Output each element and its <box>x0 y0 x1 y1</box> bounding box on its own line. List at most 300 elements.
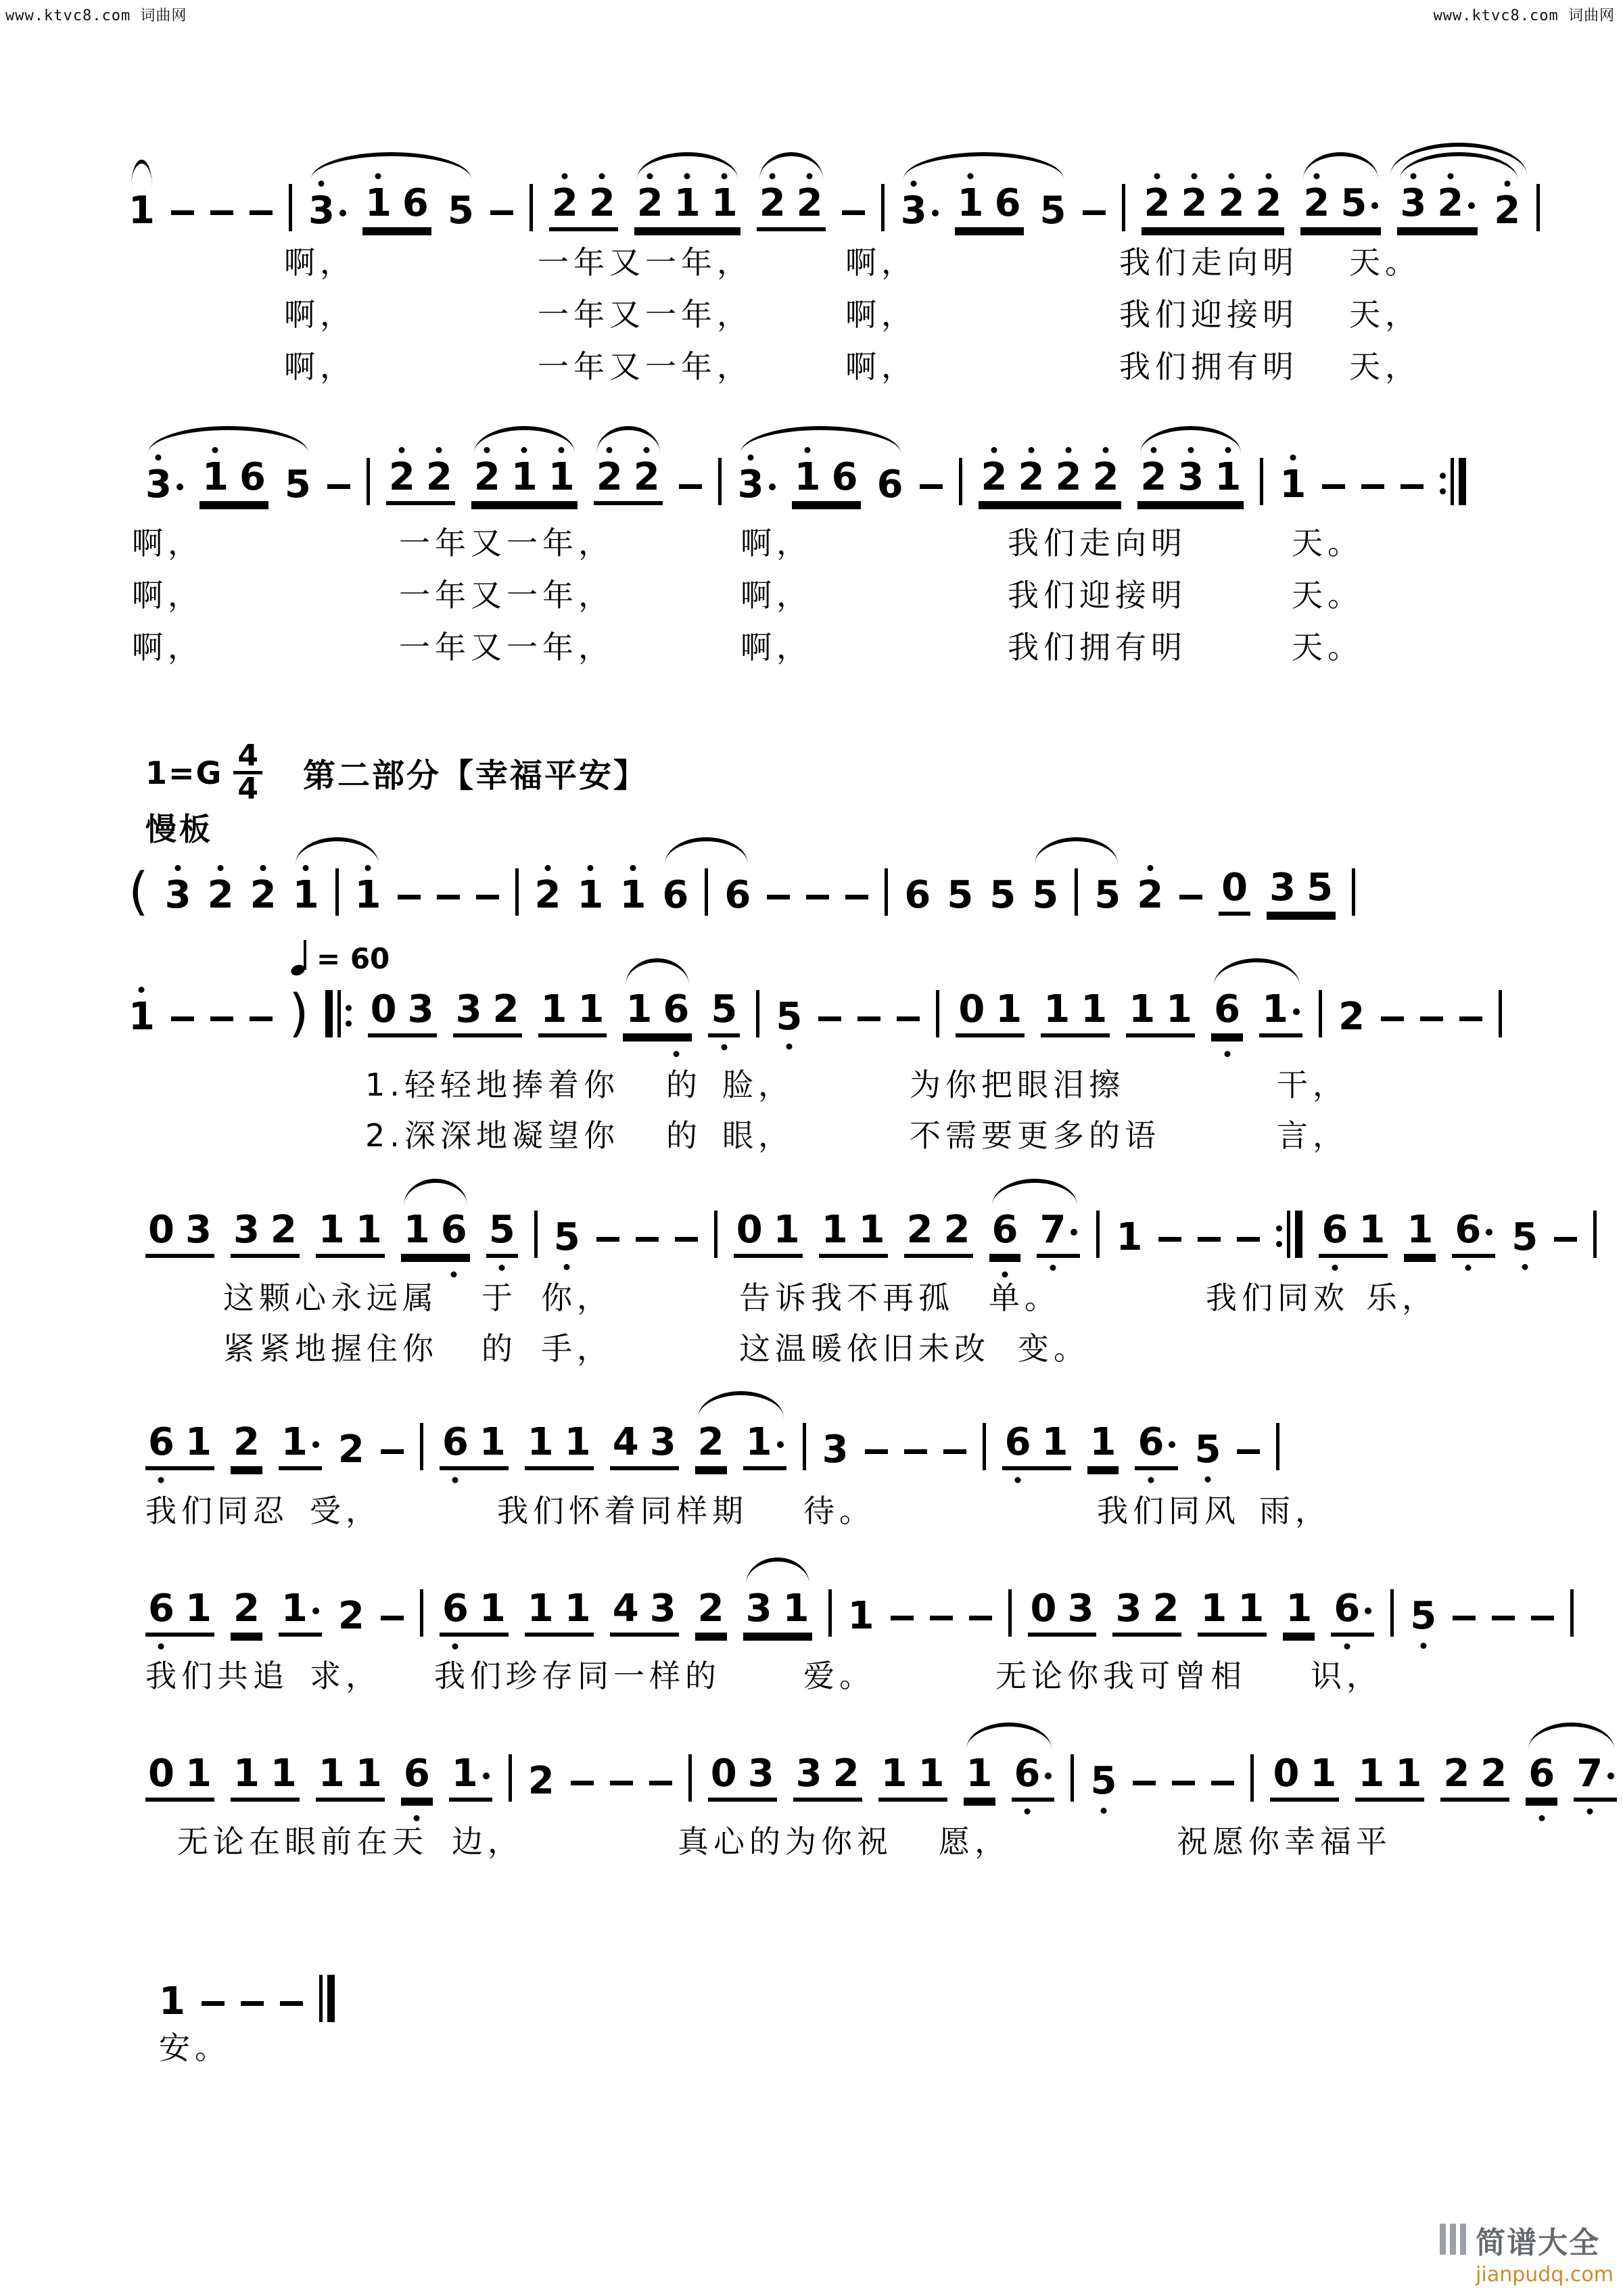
barline <box>1276 1423 1279 1470</box>
note <box>822 1430 849 1470</box>
note <box>1177 457 1204 498</box>
beam-group <box>145 1589 214 1637</box>
note-digit: 2 <box>1092 455 1119 499</box>
note-digit: 7 <box>1039 1208 1066 1252</box>
augmentation-dot <box>339 210 346 216</box>
note-digit: 1 <box>270 1752 297 1796</box>
note-digit: 5 <box>1511 1215 1538 1259</box>
lyric-segment: 紧紧地握住你 <box>223 1330 438 1367</box>
note <box>1214 989 1240 1030</box>
beam-group <box>486 1210 518 1258</box>
augmentation-dot <box>1071 1229 1077 1236</box>
duration-dash <box>891 1616 914 1620</box>
note <box>1528 1754 1555 1794</box>
note <box>1334 1589 1371 1629</box>
note <box>918 1754 945 1794</box>
note-digit: 4 <box>612 1420 639 1464</box>
duration-dash <box>381 1616 404 1620</box>
tie-slur-group <box>901 183 1066 231</box>
lyric-segment: 言， <box>1277 1117 1348 1154</box>
note <box>698 1589 724 1629</box>
beam-group <box>525 1589 594 1637</box>
beam-group <box>538 989 607 1037</box>
note <box>1255 183 1281 224</box>
note <box>859 1210 885 1250</box>
note <box>596 457 623 498</box>
note <box>479 1422 506 1463</box>
lyric-segment: 受， <box>310 1493 381 1529</box>
note <box>833 1754 860 1794</box>
duration-dash <box>675 1237 698 1242</box>
logo-site-name: 简谱大全 <box>1476 2226 1601 2260</box>
note-digit: 6 <box>239 455 266 499</box>
duration-dash <box>1420 1016 1443 1021</box>
beam-group <box>708 1754 777 1802</box>
beam-group <box>401 1210 470 1258</box>
note <box>308 191 346 231</box>
barline-stroke <box>1075 868 1078 916</box>
note-digit: 0 <box>1273 1752 1300 1796</box>
note <box>338 1430 364 1470</box>
note-digit: 2 <box>759 181 786 225</box>
beam-group <box>199 457 268 505</box>
note <box>1039 1210 1077 1250</box>
tie-slur-group <box>743 1589 812 1637</box>
beam-group <box>610 1589 679 1637</box>
lyric-row-7 <box>0 1067 1623 1104</box>
note-digit: 5 <box>1039 189 1066 233</box>
tie-slur-group <box>471 457 578 505</box>
note <box>448 191 474 231</box>
note <box>527 1422 554 1463</box>
barline-stroke <box>1276 1423 1279 1470</box>
note-digit: 1 <box>578 987 605 1031</box>
note-digit: 2 <box>527 1759 555 1803</box>
lyric-segment: 啊， <box>284 244 356 281</box>
note <box>1511 1217 1538 1258</box>
note <box>626 989 652 1030</box>
tie-slur-group <box>634 183 740 231</box>
barline-stroke <box>1593 1211 1597 1258</box>
note <box>493 989 519 1030</box>
note <box>233 1754 260 1794</box>
beam-group <box>793 1754 862 1802</box>
note-digit: 2 <box>832 1752 860 1796</box>
note-digit: 1 <box>564 1587 591 1631</box>
note-digit: 1 <box>880 1752 908 1796</box>
note-digit: 2 <box>233 1587 260 1631</box>
beam-group <box>231 1210 300 1258</box>
note-digit: 2 <box>1437 181 1464 225</box>
barline <box>1008 1589 1012 1637</box>
lyric-segment: 我们走向明 <box>1008 525 1187 561</box>
note-digit: 4 <box>612 1587 639 1631</box>
duration-dash <box>381 1449 404 1454</box>
note-digit: 2 <box>473 455 500 499</box>
note <box>746 1589 772 1629</box>
duration-dash <box>490 210 513 215</box>
barline-stroke <box>509 1754 512 1802</box>
note <box>958 989 985 1030</box>
note-digit: 3 <box>649 1420 676 1464</box>
note-digit: 1 <box>1286 1587 1313 1631</box>
barline-stroke <box>1122 184 1125 231</box>
duration-dash <box>202 2001 225 2006</box>
note <box>159 1979 185 2023</box>
repeat-dots <box>346 1005 352 1027</box>
note <box>901 191 939 231</box>
lyric-segment: 啊， <box>740 525 812 561</box>
barline <box>705 868 708 916</box>
note <box>356 1210 382 1250</box>
tie-slur-group <box>128 191 155 231</box>
beam-group <box>440 1589 509 1637</box>
barline-stroke <box>885 868 888 916</box>
barline <box>936 990 939 1037</box>
lyric-segment: 啊， <box>284 296 356 333</box>
watermark-top-right: www.ktvc8.com 词曲网 <box>1433 7 1615 24</box>
lyric-row-11 <box>0 1493 1623 1530</box>
beam-group <box>1137 457 1244 505</box>
note-digit: 2 <box>697 1587 724 1631</box>
lyric-segment: 的 <box>481 1330 517 1367</box>
note <box>404 1210 430 1250</box>
note <box>456 989 482 1030</box>
tie-slur-group <box>1300 183 1381 231</box>
lyric-segment: 我们同欢 <box>1206 1280 1349 1316</box>
note-digit: 7 <box>1576 1752 1603 1796</box>
note-digit: 1 <box>354 873 381 917</box>
beam-group <box>1112 1589 1181 1637</box>
note-digit: 1 <box>185 1420 212 1464</box>
note <box>904 875 931 916</box>
score-line-6 <box>145 1422 1279 1470</box>
beam-group <box>1440 1754 1509 1802</box>
score-line-9 <box>159 1973 335 2022</box>
duration-dash <box>1237 1449 1260 1454</box>
barline-stroke <box>530 184 533 231</box>
note <box>148 1210 174 1250</box>
note-digit: 1 <box>364 181 392 225</box>
quarter-note-icon <box>291 940 311 977</box>
barline-stroke <box>1390 1589 1394 1637</box>
note <box>145 465 183 505</box>
note <box>270 1754 297 1794</box>
note <box>389 457 415 498</box>
barline <box>983 1423 986 1470</box>
thin-stroke <box>319 1975 323 2022</box>
repeat-dot <box>1440 473 1446 479</box>
duration-dash <box>679 484 702 489</box>
beam-group <box>792 457 861 505</box>
note <box>1437 183 1475 224</box>
lyric-segment: 天， <box>1349 348 1421 385</box>
note <box>1338 997 1365 1037</box>
barline <box>1499 990 1502 1037</box>
lyric-segment: 眼， <box>722 1117 794 1154</box>
duration-dash <box>930 1616 953 1620</box>
note-digit: 2 <box>337 1594 364 1638</box>
note-digit: 3 <box>1269 866 1296 910</box>
note-digit: 6 <box>402 181 429 225</box>
note-digit: 1 <box>540 987 567 1031</box>
note-digit: 3 <box>745 1587 772 1631</box>
note <box>1005 1422 1031 1463</box>
duration-dash <box>857 1016 880 1021</box>
duration-dash <box>842 210 865 215</box>
lyric-row-4 <box>0 525 1623 562</box>
repeat-dot <box>1276 1241 1282 1247</box>
note-digit: 6 <box>876 463 903 507</box>
note-digit: 0 <box>710 1752 737 1796</box>
beam-group <box>1574 1754 1617 1802</box>
lyric-segment: 为你把眼泪擦 <box>910 1067 1125 1103</box>
note-digit: 1 <box>292 873 319 917</box>
note <box>738 465 776 505</box>
duration-dash <box>210 210 233 215</box>
time-signature-numerator: 4 <box>233 741 262 774</box>
barline-stroke <box>756 990 759 1037</box>
lyric-segment: 一年又一年， <box>538 296 753 333</box>
note-digit: 1 <box>773 1208 800 1252</box>
beam-group <box>362 183 431 231</box>
note <box>1310 1754 1336 1794</box>
beam-group <box>989 1210 1021 1258</box>
duration-dash <box>969 1616 992 1620</box>
note <box>371 989 397 1030</box>
note-digit: 6 <box>442 1587 469 1631</box>
note <box>1443 1754 1469 1794</box>
lyric-segment: 爱。 <box>803 1658 875 1694</box>
note <box>1090 1422 1116 1463</box>
barline <box>1352 868 1355 916</box>
lyric-row-1 <box>0 245 1623 281</box>
note-digit: 2 <box>1137 873 1164 917</box>
duration-dash <box>1179 895 1202 899</box>
barline <box>885 868 888 916</box>
note <box>698 1422 724 1463</box>
duration-dash <box>1133 1781 1156 1785</box>
tie-slur-group <box>964 1754 1055 1802</box>
note <box>548 457 575 498</box>
note <box>1014 1754 1052 1794</box>
beam-group <box>231 1422 262 1470</box>
beam-group <box>1300 183 1381 231</box>
note <box>185 1210 212 1250</box>
beam-group <box>1211 989 1243 1037</box>
duration-dash <box>250 210 273 215</box>
barline <box>714 1211 718 1258</box>
lyric-segment: 的 <box>666 1117 702 1154</box>
lyric-segment: 我们迎接明 <box>1008 577 1187 613</box>
note <box>1092 457 1119 498</box>
note-digit: 1 <box>1129 987 1156 1031</box>
note <box>479 1589 506 1629</box>
lyric-segment: 安。 <box>159 2030 231 2066</box>
repeat-end-barline <box>1440 458 1466 505</box>
note <box>1215 457 1241 498</box>
beam-group <box>1028 1589 1097 1637</box>
beam-group <box>1135 1422 1178 1470</box>
note-digit: 2 <box>425 455 452 499</box>
barline-stroke <box>335 868 339 916</box>
bar-glyph <box>1440 2224 1446 2255</box>
duration-dash <box>241 2001 264 2006</box>
beam-group <box>695 1422 727 1470</box>
note-digit: 5 <box>284 463 311 507</box>
note <box>848 1596 874 1637</box>
note <box>674 183 701 224</box>
note-digit: 1 <box>1200 1587 1227 1631</box>
note <box>552 183 578 224</box>
note-digit: 0 <box>958 987 985 1031</box>
repeat-start-barline <box>325 990 352 1037</box>
tie-slur-group <box>1137 457 1244 505</box>
lyric-segment: 愿， <box>939 1823 1010 1860</box>
note <box>1018 457 1045 498</box>
note-digit: 1 <box>318 1752 345 1796</box>
note <box>1200 1589 1227 1629</box>
duration-dash <box>437 895 460 899</box>
beam-group <box>401 1754 433 1802</box>
barline-stroke <box>803 1423 806 1470</box>
note-digit: 1 <box>202 455 229 499</box>
note <box>589 183 615 224</box>
repeat-dot <box>346 1005 352 1011</box>
note-digit: 1 <box>318 1208 345 1252</box>
note-digit: 6 <box>904 873 931 917</box>
duration-dash <box>649 1781 672 1785</box>
duration-dash <box>1492 1616 1515 1620</box>
beam-group <box>623 989 692 1037</box>
thin-stroke <box>1451 458 1454 505</box>
note <box>233 1589 260 1629</box>
barline-stroke <box>983 1423 986 1470</box>
tie-slur-group <box>1397 183 1520 231</box>
note <box>797 183 823 224</box>
lyric-segment: 真心的为你祝 <box>678 1823 893 1860</box>
note-digit: 1 <box>355 1208 382 1252</box>
augmentation-dot <box>177 484 183 490</box>
note-digit: 3 <box>1067 1587 1094 1631</box>
note-digit: 2 <box>270 1208 297 1252</box>
note-digit: 2 <box>1055 455 1082 499</box>
note-digit: 1 <box>281 1420 308 1464</box>
note-digit: 2 <box>492 987 519 1031</box>
note-digit: 0 <box>1030 1587 1057 1631</box>
note <box>795 457 821 498</box>
note <box>1400 183 1426 224</box>
thin-stroke <box>1287 1211 1290 1258</box>
lyric-segment: 待。 <box>803 1493 875 1529</box>
note-digit: 1 <box>479 1420 506 1464</box>
note-digit: 1 <box>1166 987 1193 1031</box>
note-digit: 2 <box>1303 181 1330 225</box>
note-digit: 5 <box>989 873 1016 917</box>
duration-dash <box>1459 1016 1482 1021</box>
duration-dash <box>596 1237 619 1242</box>
lyric-segment: 啊， <box>845 296 917 333</box>
note <box>650 1589 676 1629</box>
note <box>1303 183 1330 224</box>
duration-dash <box>818 1016 841 1021</box>
note <box>1262 989 1300 1030</box>
note-digit: 2 <box>1140 455 1167 499</box>
lyric-segment: 你， <box>541 1280 613 1316</box>
note <box>270 1210 297 1250</box>
note <box>1137 875 1163 916</box>
augmentation-dot <box>1486 1229 1492 1236</box>
duration-dash <box>943 1449 966 1454</box>
lyric-segment: 手， <box>541 1330 613 1367</box>
barline-stroke <box>828 1589 832 1637</box>
note-digit: 2 <box>1255 181 1282 225</box>
note <box>128 191 155 231</box>
score-line-7 <box>145 1588 1574 1637</box>
note-digit: 1 <box>564 1420 591 1464</box>
lyric-row-3 <box>0 349 1623 385</box>
lyric-segment: 啊， <box>132 525 204 561</box>
note <box>1407 1210 1433 1250</box>
barline-stroke <box>367 458 370 505</box>
note-digit: 6 <box>1321 1208 1348 1252</box>
note <box>613 1422 639 1463</box>
note <box>442 1422 469 1463</box>
note <box>565 1589 591 1629</box>
note <box>1031 1589 1057 1629</box>
lyric-segment: 边， <box>452 1823 523 1860</box>
lyric-segment: 天。 <box>1292 629 1363 665</box>
note <box>662 875 688 916</box>
note-digit: 1 <box>233 1752 260 1796</box>
duration-dash <box>1554 1237 1577 1242</box>
barline <box>1096 1211 1100 1258</box>
note-digit: 6 <box>440 1208 467 1252</box>
tie-slur-group <box>1032 868 1121 916</box>
lyric-segment: 啊， <box>845 244 917 281</box>
note-digit: 3 <box>1400 181 1427 225</box>
augmentation-dot <box>1468 202 1475 209</box>
note-digit: 1 <box>451 1752 478 1796</box>
lyric-segment: 轻轻地捧着你 <box>404 1067 619 1103</box>
lyric-segment: 我们珍存同一样的 <box>434 1658 721 1694</box>
note <box>759 183 786 224</box>
duration-dash <box>476 895 499 899</box>
duration-dash <box>1211 1781 1234 1785</box>
note <box>966 1754 993 1794</box>
note <box>202 457 229 498</box>
thick-stroke <box>325 990 333 1037</box>
note-digit: 2 <box>1480 1752 1507 1796</box>
beam-group <box>955 183 1024 231</box>
barline-stroke <box>420 1589 423 1637</box>
note-digit: 2 <box>1181 181 1208 225</box>
beam-group <box>956 989 1025 1037</box>
note <box>774 1210 800 1250</box>
note <box>185 1422 212 1463</box>
beam-group <box>964 1754 995 1802</box>
lyric-segment: 我们共追 <box>145 1658 289 1694</box>
note-digit: 2 <box>1018 455 1045 499</box>
note <box>442 1589 469 1629</box>
note-digit: 1 <box>1407 1208 1434 1252</box>
tie-slur-group <box>145 457 311 505</box>
tempo-label: 慢板 <box>145 811 213 847</box>
note-digit: 1 <box>159 1979 185 2023</box>
lyric-segment: 啊， <box>284 348 356 385</box>
beam-group <box>1267 868 1336 916</box>
note-digit: 1 <box>1279 463 1307 507</box>
